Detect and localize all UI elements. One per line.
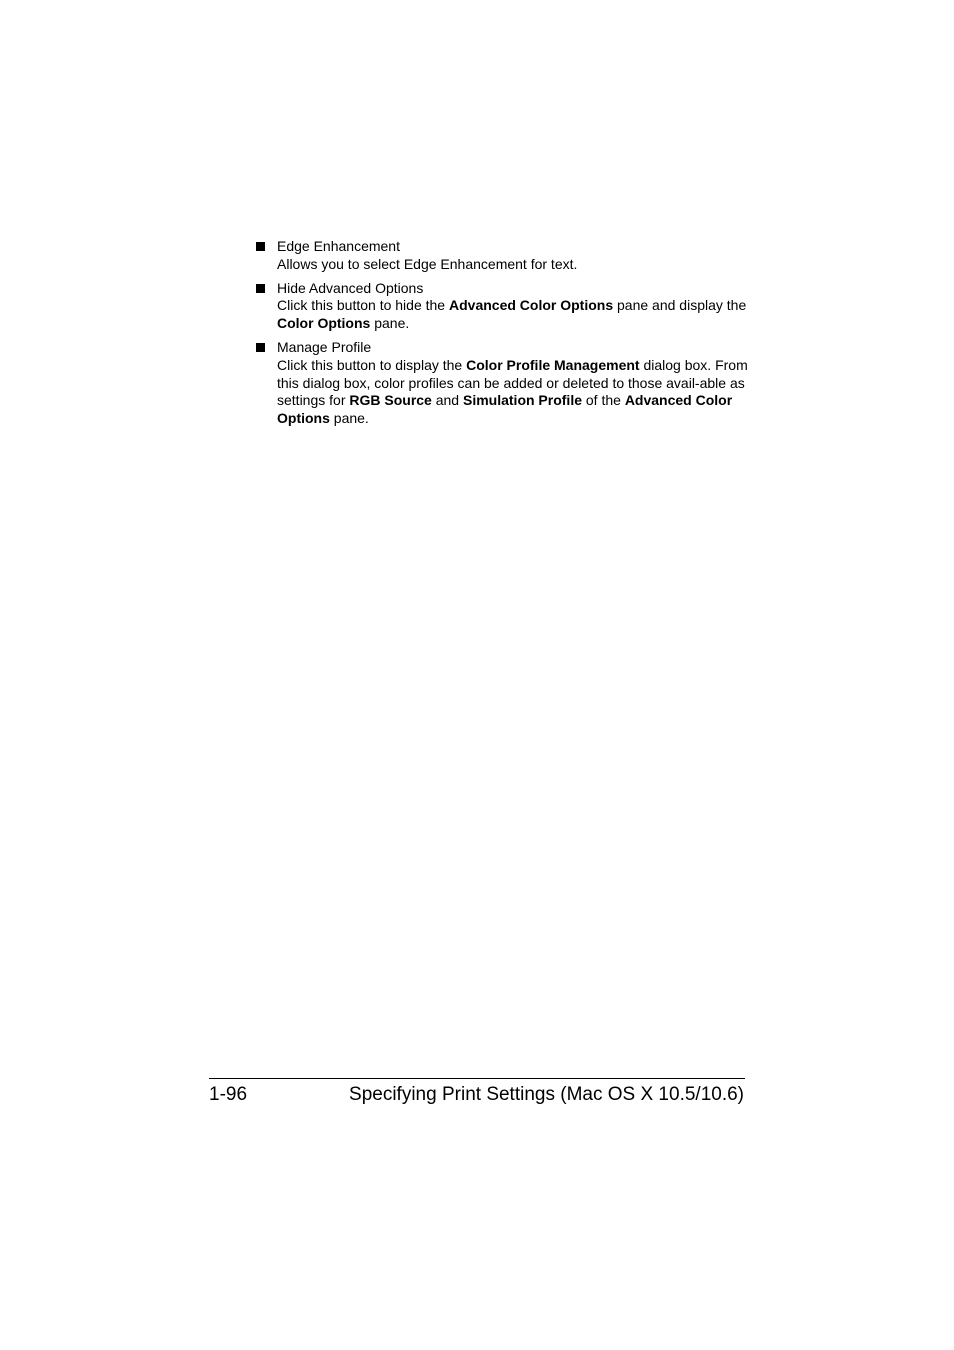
desc-bold-text: Color Profile Management: [466, 356, 640, 373]
item-title: Edge Enhancement: [277, 238, 400, 254]
item-title: Manage Profile: [277, 338, 372, 355]
desc-text: and: [431, 392, 463, 409]
square-bullet-icon: [256, 242, 265, 251]
desc-text: of the: [582, 392, 625, 409]
bullet-list: [255, 238, 755, 434]
footer-divider: [209, 1078, 745, 1079]
item-description: [277, 357, 755, 428]
item-title: Hide Advanced Options: [277, 279, 424, 296]
page-number: 1-96: [209, 1084, 248, 1105]
desc-text: pane and display the: [613, 297, 747, 314]
desc-bold-text: Color Options: [277, 315, 371, 332]
list-item-manage-profile: [255, 339, 755, 428]
list-item-edge-enhancement: [255, 238, 755, 274]
desc-text: Click this button to display the: [277, 356, 467, 373]
item-description: [277, 256, 755, 274]
desc-bold-text: Advanced Color Options: [449, 297, 614, 314]
desc-text: Allows you to select Edge Enhancement for text.: [277, 255, 578, 272]
desc-text: pane.: [370, 315, 410, 332]
desc-bold-text: RGB Source: [349, 392, 432, 409]
list-item-hide-advanced-options: [255, 280, 755, 333]
desc-bold-text: Simulation Profile: [462, 392, 582, 409]
footer-section-title: Specifying Print Settings (Mac OS X 10.5/10.6): [349, 1084, 744, 1105]
square-bullet-icon: [256, 343, 265, 352]
desc-text: dialog box. From this dialog box, color profiles can be added or deleted to those avail-able as settings for: [277, 356, 748, 409]
desc-text: Click this button to hide the: [277, 297, 449, 314]
item-description: [277, 297, 755, 333]
square-bullet-icon: [256, 284, 265, 293]
desc-text: pane.: [329, 410, 369, 427]
desc-bold-text: Advanced Color Options: [277, 392, 733, 427]
